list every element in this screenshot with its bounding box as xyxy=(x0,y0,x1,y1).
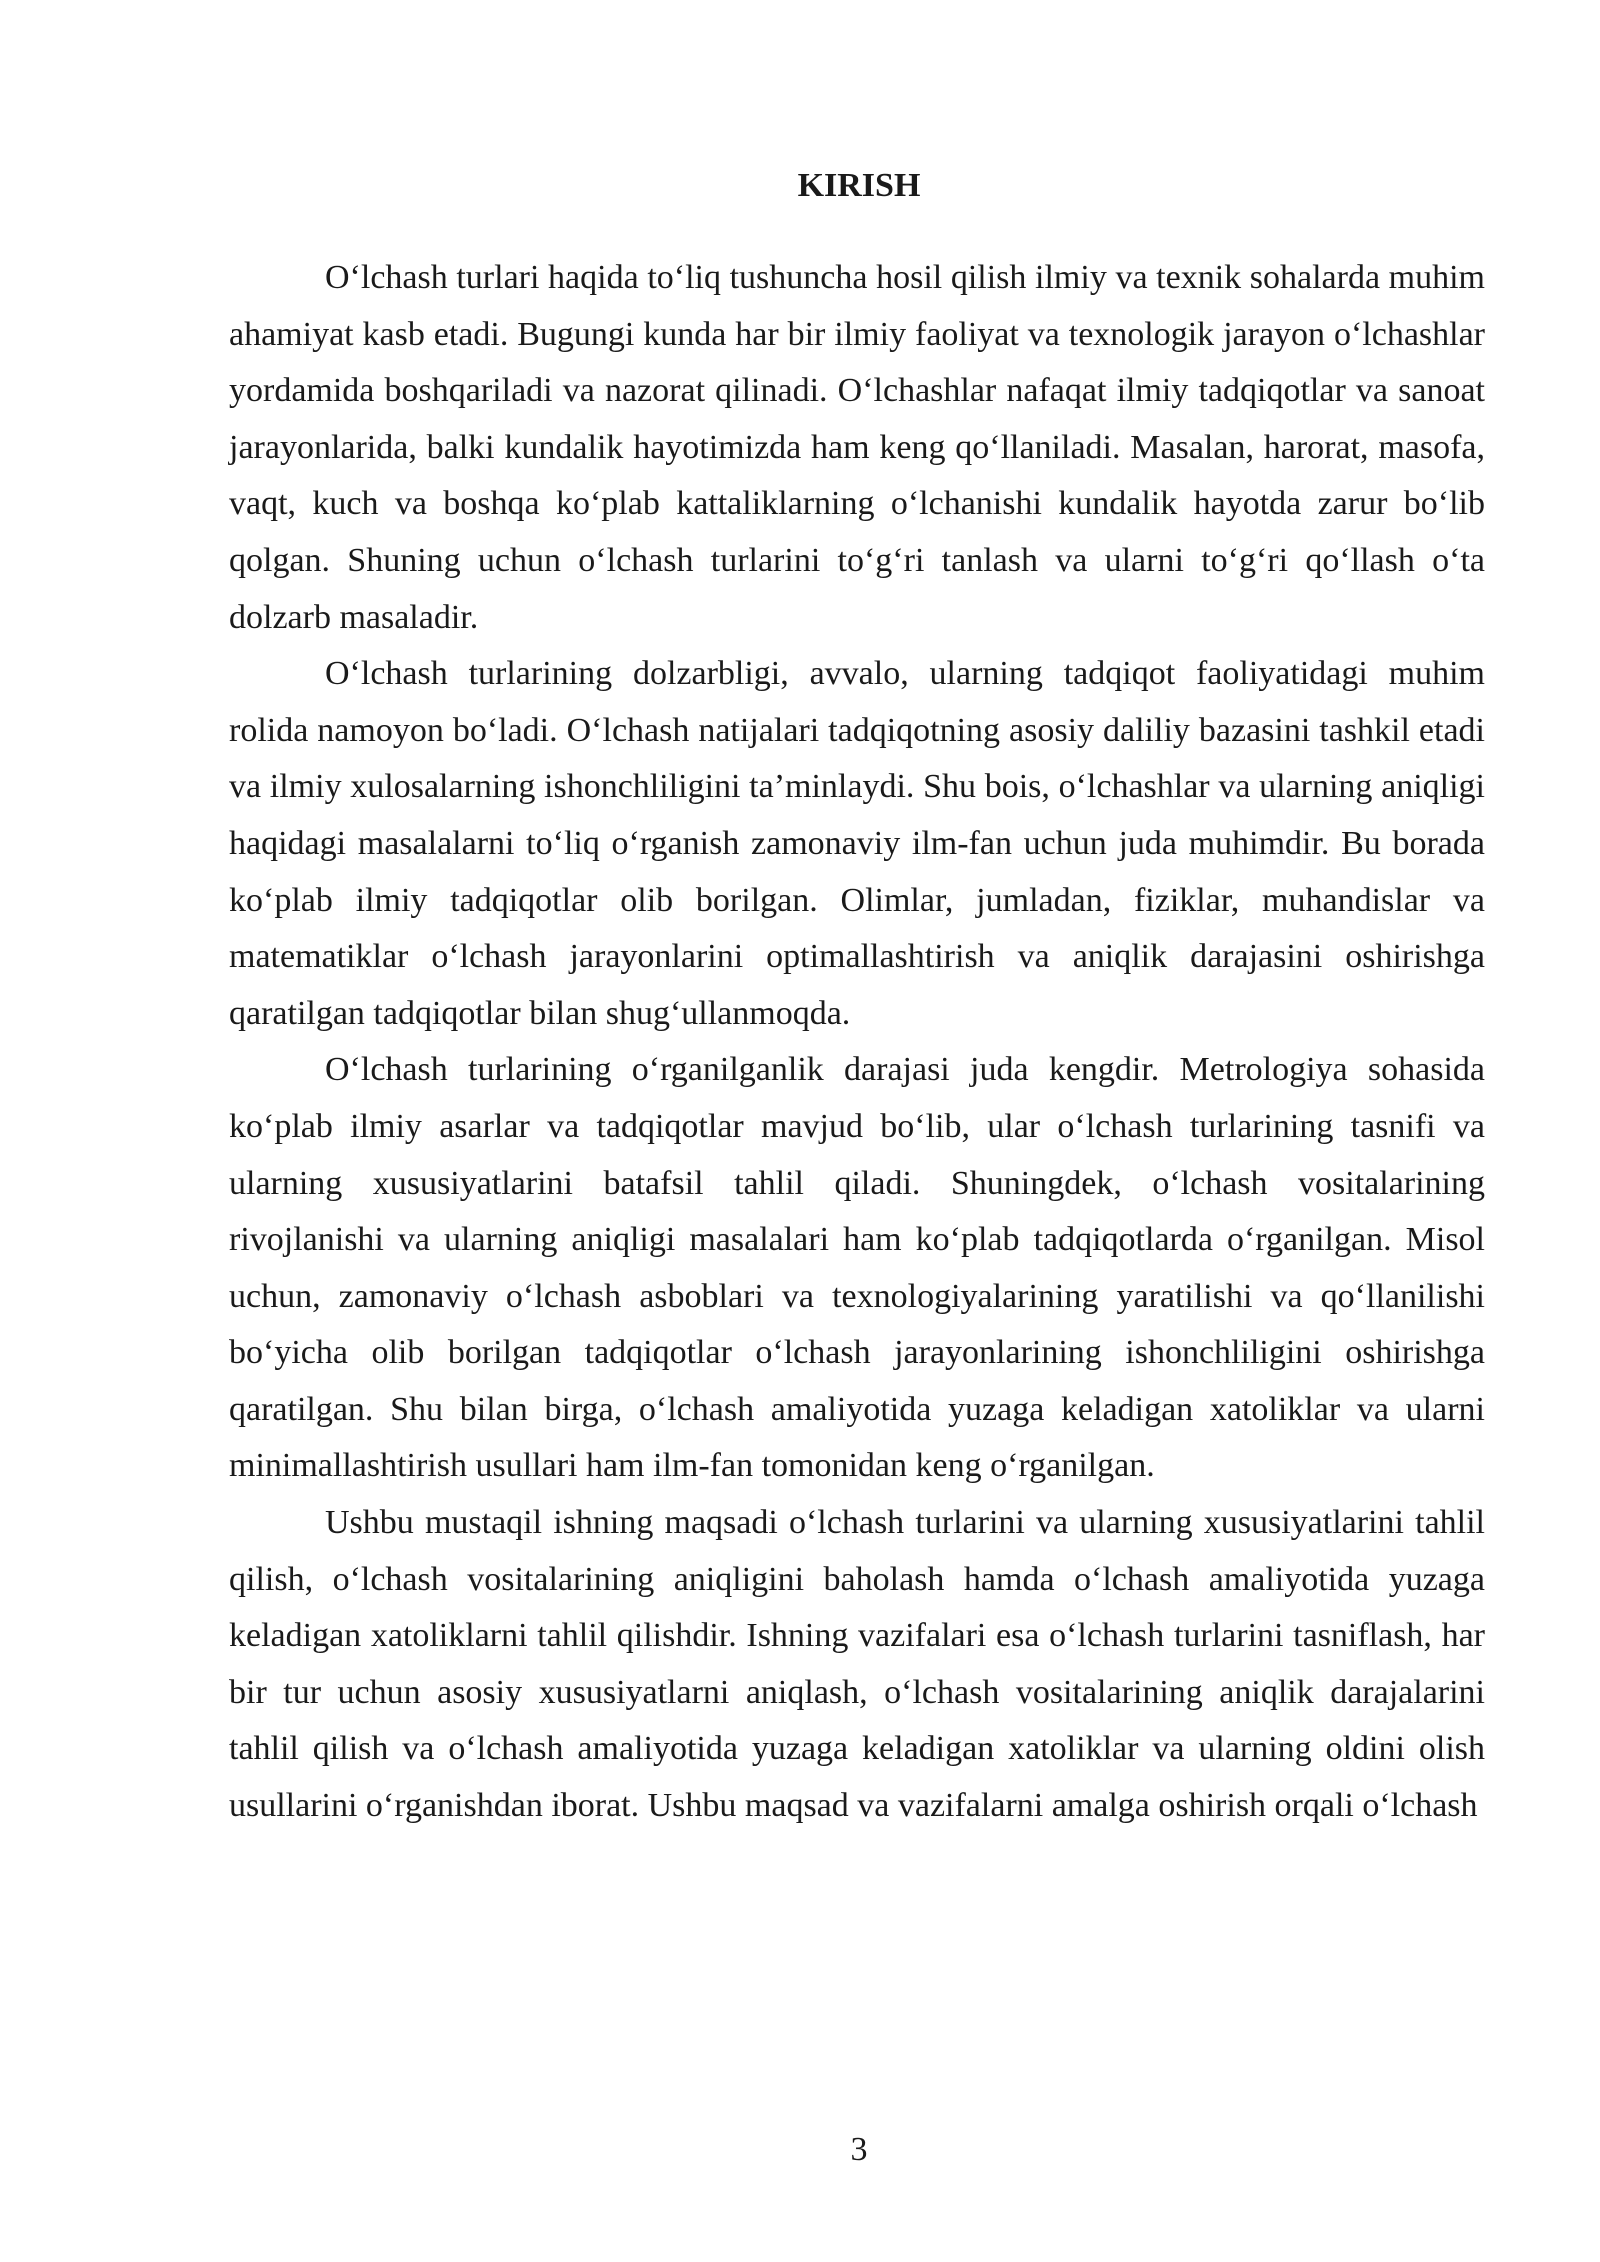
paragraph-4: Ushbu mustaqil ishning maqsadi o‘lchash turlarini va ularning xususiyatlarini tahlil qilish, o‘lchash vositalarining aniqligini baholash hamda o‘lchash amaliyotida yuzaga keladigan xatoliklarni tahlil qilishdir. Ishning vazifalari esa o‘lchash turlarini tasniflash, har bir tur uchun asosiy xususiyatlarni aniqlash, o‘lchash vositalarining aniqlik darajalarini tahlil qilish va o‘lchash amaliyotida yuzaga keladigan xatoliklar va ularning oldini olish usullarini o‘rganishdan iborat. Ushbu maqsad va vazifalarni amalga oshirish orqali o‘lchash xyxy=(229,1504,1485,1825)
paragraph-2: O‘lchash turlarining dolzarbligi, avvalo, ularning tadqiqot faoliyatidagi muhim rolida namoyon bo‘ladi. O‘lchash natijalari tadqiqotning asosiy daliliy bazasini tashkil etadi va ilmiy xulosalarning ishonchliligini ta’minlaydi. Shu bois, o‘lchashlar va ularning aniqligi haqidagi masalalarni to‘liq o‘rganish zamonaviy ilm-fan uchun juda muhimdir. Bu borada ko‘plab ilmiy tadqiqotlar olib borilgan. Olimlar, jumladan, fiziklar, muhandislar va matematiklar o‘lchash jarayonlarini optimallashtirish va aniqlik darajasini oshirishga qaratilgan tadqiqotlar bilan shug‘ullanmoqda. xyxy=(229,655,1485,1032)
paragraph-3: O‘lchash turlarining o‘rganilganlik darajasi juda kengdir. Metrologiya sohasida ko‘plab ilmiy asarlar va tadqiqotlar mavjud bo‘lib, ular o‘lchash turlarining tasnifi va ularning xususiyatlarini batafsil tahlil qiladi. Shuningdek, o‘lchash vositalarining rivojlanishi va ularning aniqligi masalalari ham ko‘plab tadqiqotlarda o‘rganilgan. Misol uchun, zamonaviy o‘lchash asboblari va texnologiyalarining yaratilishi va qo‘llanilishi bo‘yicha olib borilgan tadqiqotlar o‘lchash jarayonlarining ishonchliligini oshirishga qaratilgan. Shu bilan birga, o‘lchash amaliyotida yuzaga keladigan xatoliklar va ularni minimallashtirish usullari ham ilm-fan tomonidan keng o‘rganilgan. xyxy=(229,1051,1485,1485)
section-heading: KIRISH xyxy=(797,167,921,204)
body-text xyxy=(229,250,1485,1835)
page-number: 3 xyxy=(850,2131,868,2168)
paragraph-1: O‘lchash turlari haqida to‘liq tushuncha hosil qilish ilmiy va texnik sohalarda muhim ahamiyat kasb etadi. Bugungi kunda har bir ilmiy faoliyat va texnologik jarayon o‘lchashlar yordamida boshqariladi va nazorat qilinadi. O‘lchashlar nafaqat ilmiy tadqiqotlar va sanoat jarayonlarida, balki kundalik hayotimizda ham keng qo‘llaniladi. Masalan, harorat, masofa, vaqt, kuch va boshqa ko‘plab kattaliklarning o‘lchanishi kundalik hayotda zarur bo‘lib qolgan. Shuning uchun o‘lchash turlarini to‘g‘ri tanlash va ularni to‘g‘ri qo‘llash o‘ta dolzarb masaladir. xyxy=(229,259,1485,636)
